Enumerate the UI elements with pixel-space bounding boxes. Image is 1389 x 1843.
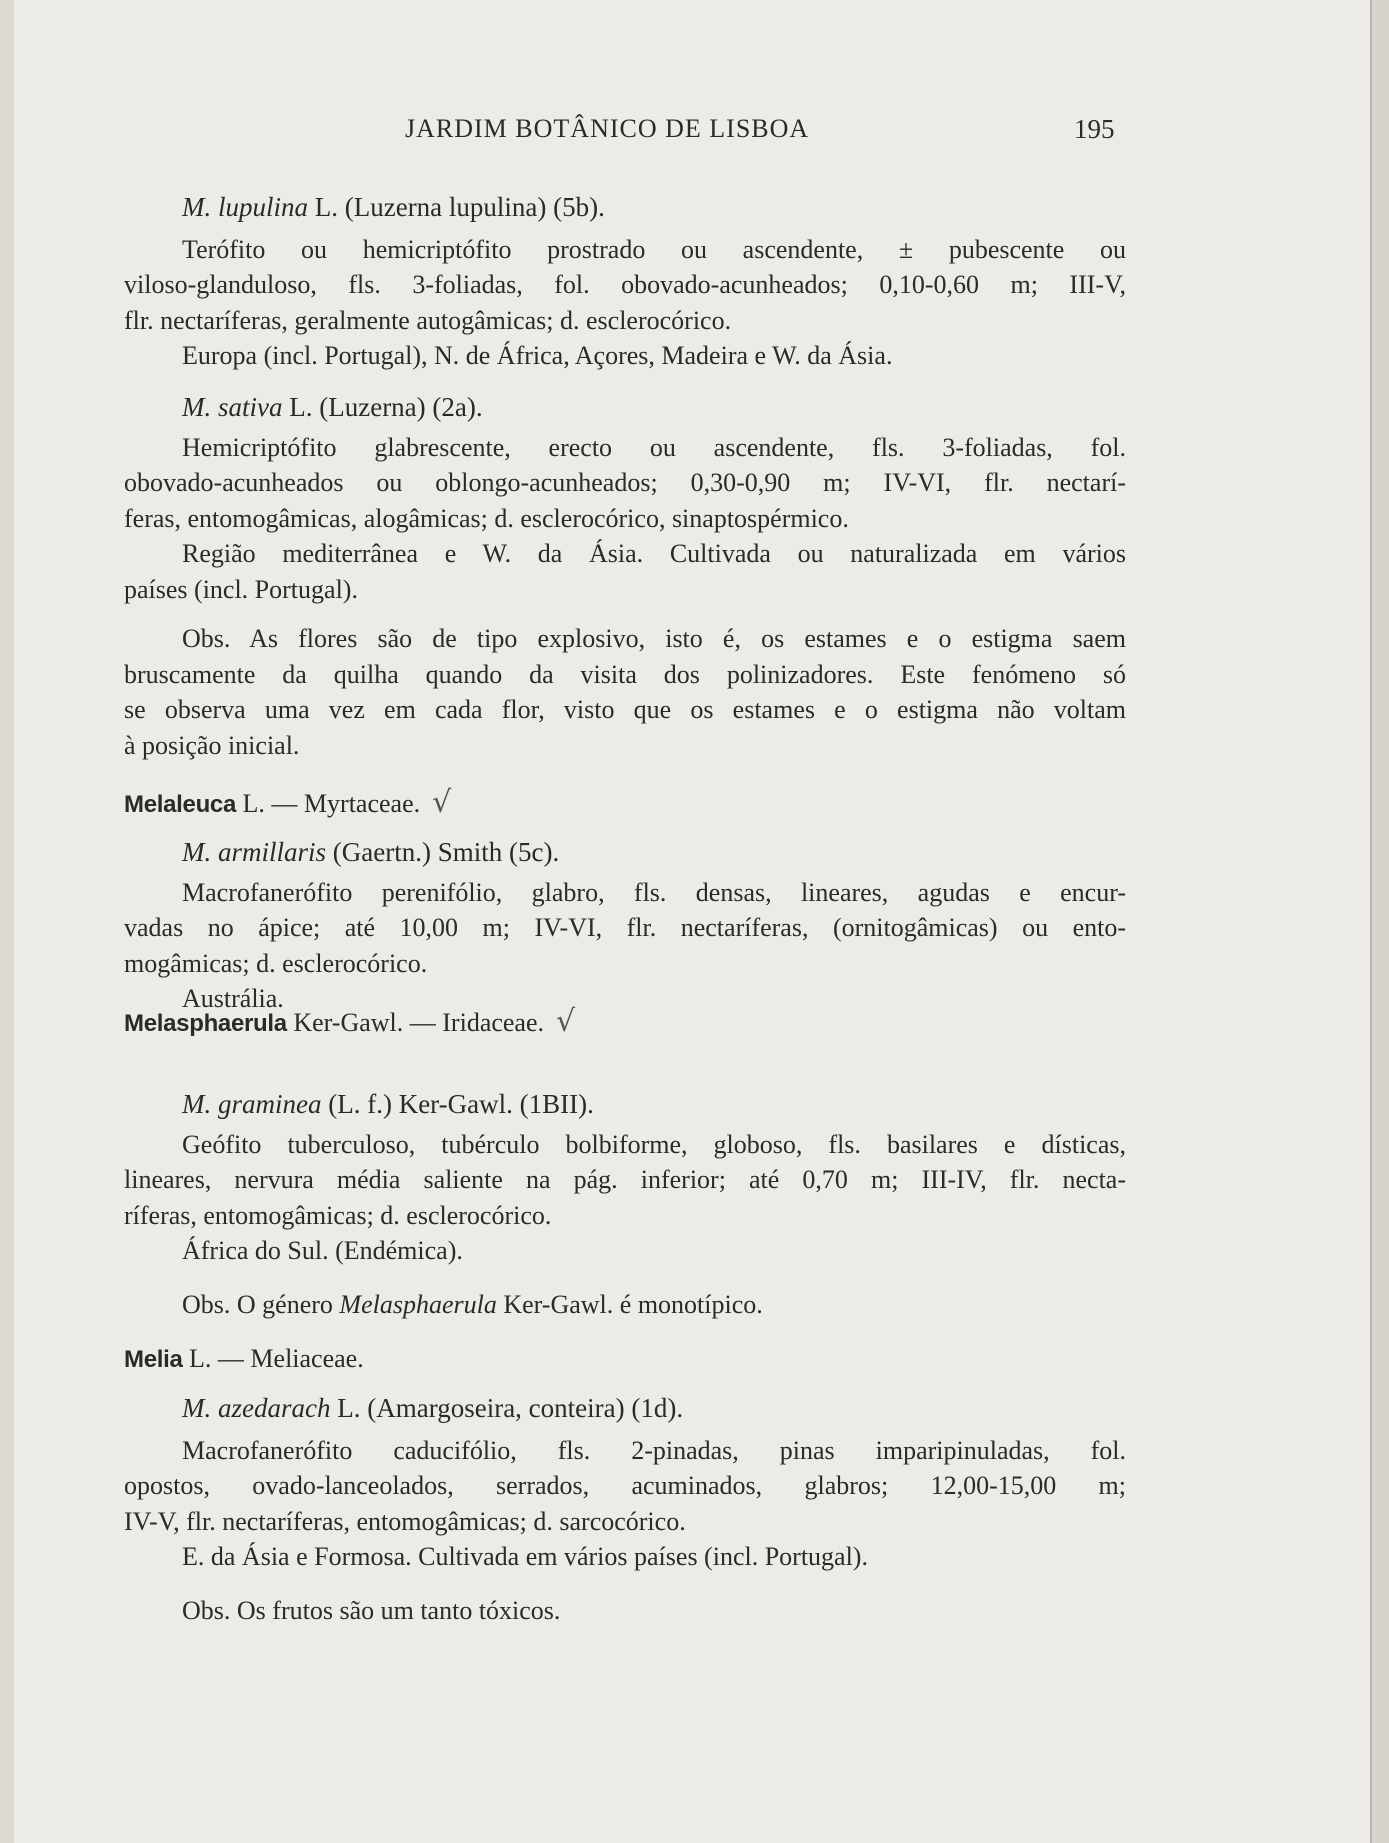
genus-melasphaerula — [124, 1004, 1126, 1042]
genus-name: Melaleuca — [124, 791, 237, 818]
species-heading — [124, 1087, 1126, 1123]
observation-line: à posição inicial. — [124, 730, 300, 760]
entry-medicago-lupulina — [124, 190, 1126, 374]
species-authority: L. (Amargoseira, conteira) (1d). — [330, 1393, 684, 1423]
species-heading — [124, 390, 1126, 426]
species-name: M. sativa — [182, 392, 283, 422]
observation-suffix: Ker-Gawl. é monotípico. — [496, 1289, 763, 1319]
page-number: 195 — [1074, 114, 1115, 144]
running-title: JARDIM BOTÂNICO DE LISBOA — [405, 114, 810, 143]
check-mark-icon: √ — [556, 1004, 576, 1039]
species-authority: (L. f.) Ker-Gawl. (1BII). — [321, 1089, 594, 1119]
description-line: mogâmicas; d. esclerocórico. — [124, 948, 428, 978]
genus-heading — [124, 1004, 1126, 1042]
genus-family: L. — Myrtaceae. — [236, 789, 421, 818]
genus-melaleuca — [124, 785, 1126, 823]
distribution-line: Europa (incl. Portugal), N. de África, Açores, Madeira e W. da Ásia. — [182, 341, 893, 370]
description-line: Hemicriptófito glabrescente, erecto ou ascendente, fls. 3-foliadas, fol. — [182, 432, 1126, 462]
description-line: Terófito ou hemicriptófito prostrado ou ascendente, ± pubescente ou — [182, 234, 1126, 264]
entry-medicago-sativa — [124, 390, 1126, 763]
description-line: viloso-glanduloso, fls. 3-foliadas, fol. obovado-acunheados; 0,10-0,60 m; III-V, — [124, 270, 1126, 299]
genus-name: Melia — [124, 1346, 183, 1373]
description-line: vadas no ápice; até 10,00 m; IV-VI, flr. nectaríferas, (ornitogâmicas) ou ento- — [124, 913, 1126, 942]
genus-heading — [124, 785, 1126, 823]
page-left-edge — [0, 0, 14, 1843]
species-authority: L. (Luzerna lupulina) (5b). — [308, 192, 605, 222]
species-name: M. graminea — [182, 1089, 322, 1119]
entry-melaleuca-armillaris — [124, 835, 1126, 1017]
species-authority: (Gaertn.) Smith (5c). — [326, 837, 560, 867]
species-heading — [124, 190, 1126, 226]
distribution-line: África do Sul. (Endémica). — [182, 1236, 463, 1265]
species-heading — [124, 835, 1126, 871]
species-name: M. lupulina — [182, 192, 308, 222]
description-line: flr. nectaríferas, geralmente autogâmicas; d. esclerocórico. — [124, 305, 732, 335]
check-mark-icon: √ — [432, 785, 452, 820]
observation-line: Obs. Os frutos são um tanto tóxicos. — [182, 1595, 561, 1625]
observation-line — [124, 1287, 1126, 1323]
description-line: feras, entomogâmicas, alogâmicas; d. esclerocórico, sinaptospérmico. — [124, 503, 849, 533]
distribution-line: E. da Ásia e Formosa. Cultivada em vários países (incl. Portugal). — [182, 1542, 868, 1571]
description-line: Macrofanerófito perenifólio, glabro, fls. densas, lineares, agudas e encur- — [182, 877, 1126, 907]
description-line: IV-V, flr. nectaríferas, entomogâmicas; d. sarcocórico. — [124, 1506, 686, 1536]
species-heading — [124, 1391, 1126, 1427]
distribution-line: países (incl. Portugal). — [124, 574, 358, 604]
genus-family: L. — Meliaceae. — [182, 1344, 364, 1373]
observation-line: Obs. As flores são de tipo explosivo, isto é, os estames e o estigma saem — [182, 624, 1126, 653]
genus-melia — [124, 1341, 1126, 1378]
page-right-edge — [1372, 0, 1389, 1843]
observation-genus-name: Melasphaerula — [339, 1289, 497, 1319]
distribution-line: Região mediterrânea e W. da Ásia. Cultivada ou naturalizada em vários — [182, 539, 1126, 568]
distribution-line: Austrália. — [182, 984, 284, 1013]
genus-name: Melasphaerula — [124, 1010, 287, 1037]
description-line: lineares, nervura média saliente na pág. inferior; até 0,70 m; III-IV, flr. necta- — [124, 1165, 1126, 1194]
description-line: opostos, ovado-lanceolados, serrados, acuminados, glabros; 12,00-15,00 m; — [124, 1471, 1126, 1500]
species-name: M. armillaris — [182, 837, 327, 867]
description-line: obovado-acunheados ou oblongo-acunheados; 0,30-0,90 m; IV-VI, flr. nectarí- — [124, 468, 1126, 497]
genus-family: Ker-Gawl. — Iridaceae. — [286, 1008, 545, 1037]
observation-line: se observa uma vez em cada flor, visto que os estames e o estigma não voltam — [124, 695, 1126, 724]
description-line: ríferas, entomogâmicas; d. esclerocórico. — [124, 1200, 552, 1230]
genus-heading — [124, 1341, 1126, 1378]
entry-melasphaerula-graminea — [124, 1087, 1126, 1322]
entry-melia-azedarach — [124, 1391, 1126, 1628]
observation-line: bruscamente da quilha quando da visita dos polinizadores. Este fenómeno só — [124, 659, 1126, 689]
description-line: Macrofanerófito caducifólio, fls. 2-pinadas, pinas imparipinuladas, fol. — [182, 1435, 1126, 1465]
observation-prefix: Obs. O género — [182, 1289, 340, 1319]
description-line: Geófito tuberculoso, tubérculo bolbiforme, globoso, fls. basilares e dísticas, — [182, 1129, 1126, 1159]
species-authority: L. (Luzerna) (2a). — [282, 392, 483, 422]
species-name: M. azedarach — [182, 1393, 331, 1423]
